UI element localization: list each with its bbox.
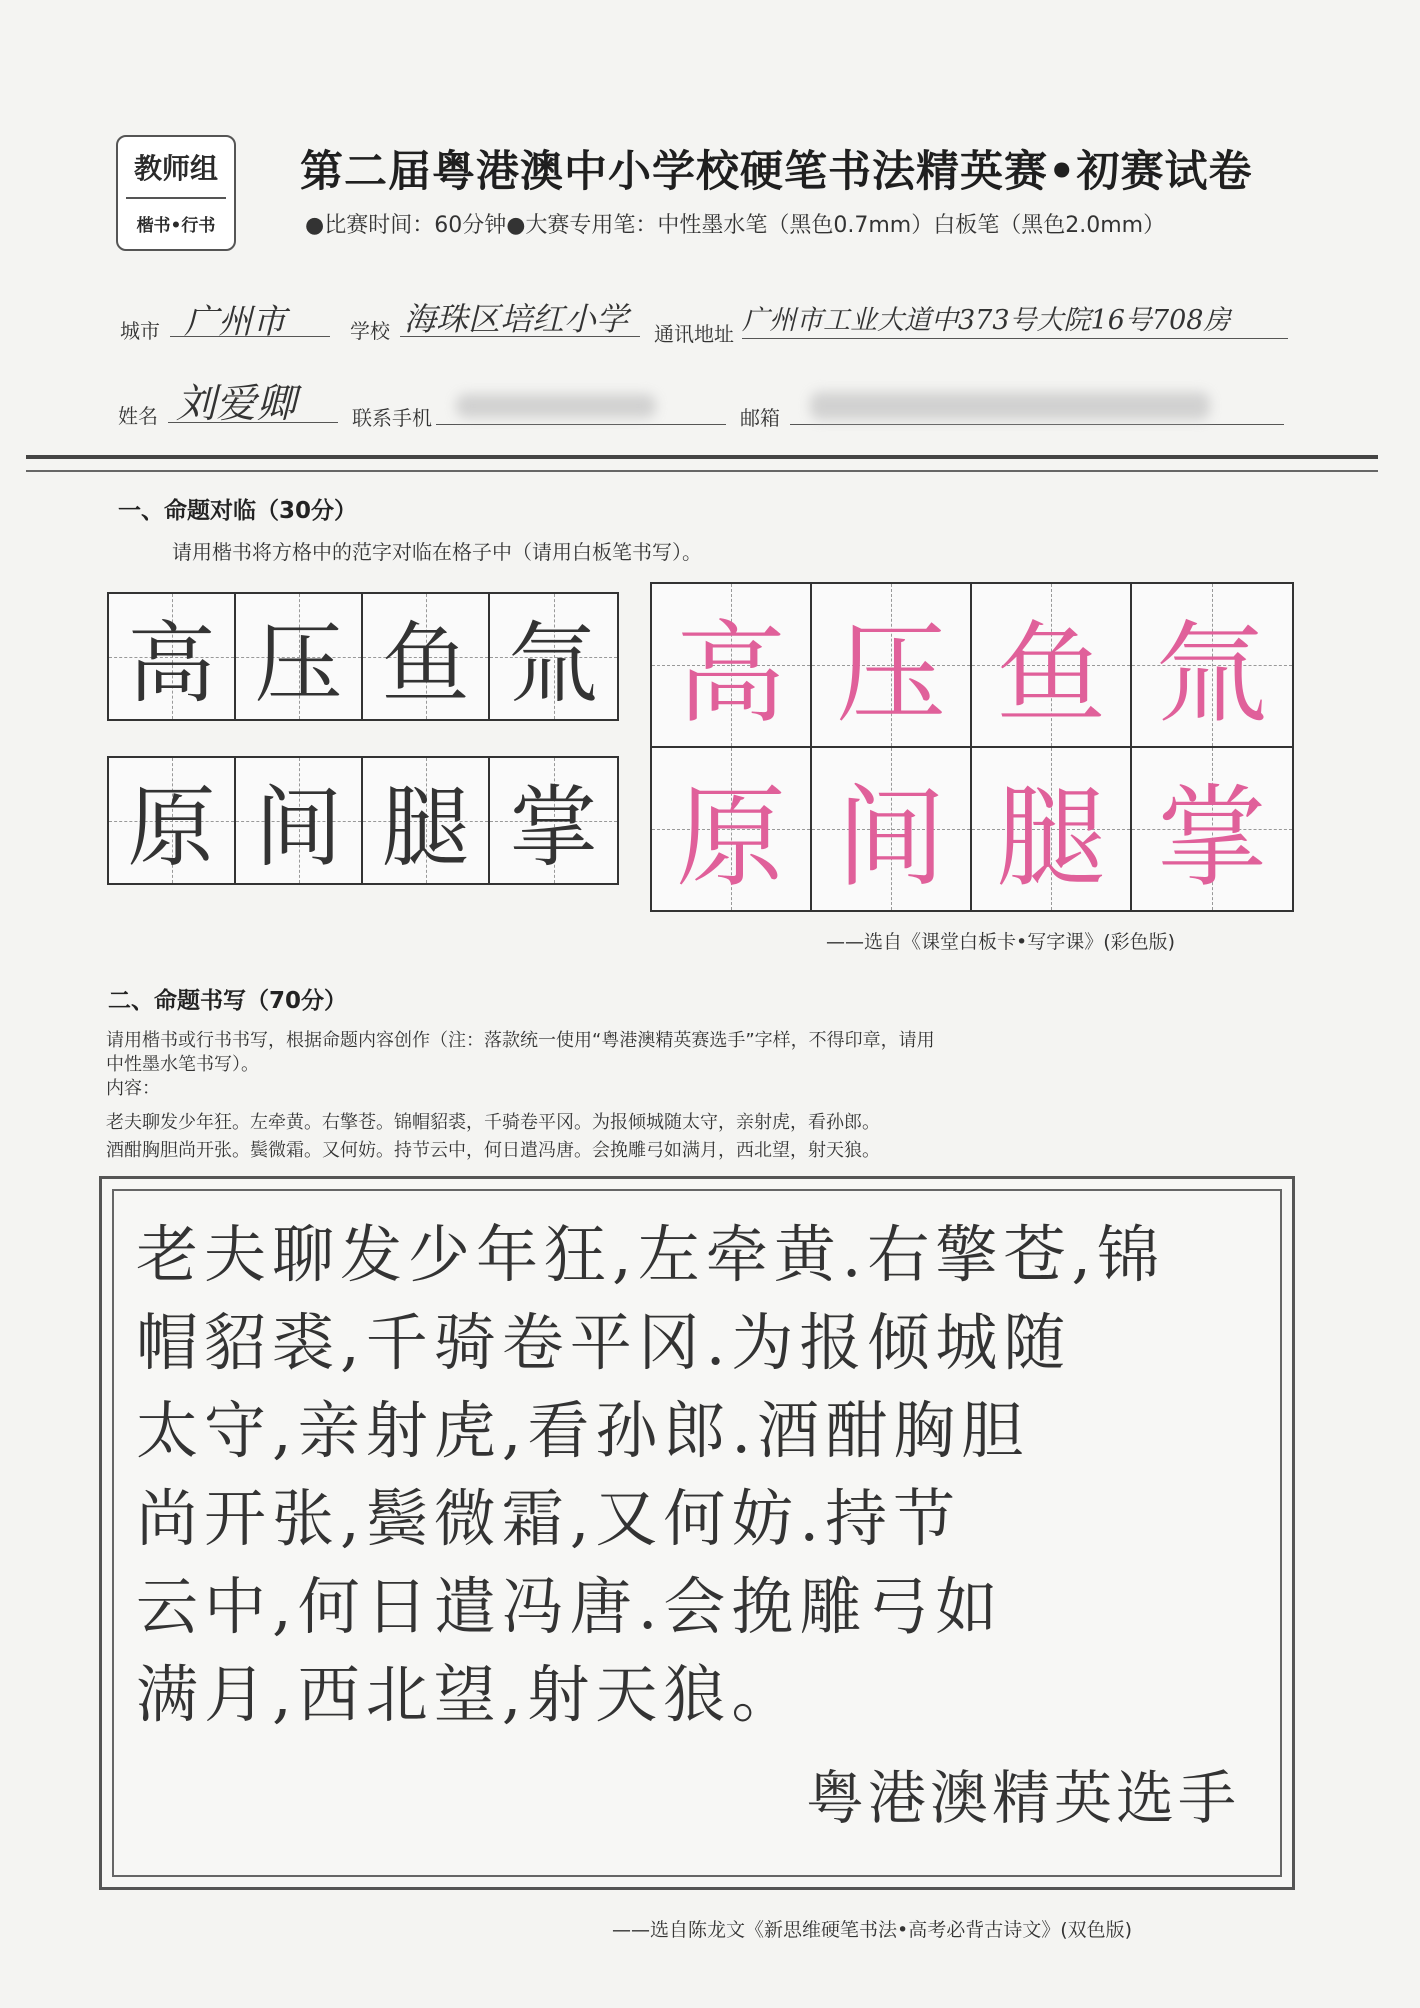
copy-cell[interactable] (1132, 584, 1292, 746)
written-line-2: 帽貂裘,千骑卷平冈.为报倾城随 (136, 1306, 1072, 1379)
page-title: 第二届粤港澳中小学校硬笔书法精英赛•初赛试卷 (300, 147, 1253, 197)
copy-cell[interactable] (812, 584, 972, 746)
name-label: 姓名 (118, 404, 158, 428)
copy-cell[interactable] (972, 584, 1132, 746)
copy-cell[interactable] (972, 748, 1132, 910)
writing-box[interactable] (99, 1176, 1295, 1890)
model-char: 鱼 (381, 611, 470, 715)
copy-char: 压 (836, 610, 946, 738)
model-char: 掌 (509, 775, 598, 879)
phone-redaction (456, 394, 656, 418)
copy-cell[interactable] (652, 748, 812, 910)
section1-instruction: 请用楷书将方格中的范字对临在格子中（请用白板笔书写）。 (172, 540, 702, 564)
model-cell (490, 758, 617, 883)
copy-char: 掌 (1157, 774, 1267, 902)
school-value: 海珠区培红小学 (404, 300, 629, 338)
model-char: 高 (127, 611, 216, 715)
badge-group-label: 教师组 (133, 152, 218, 185)
section2-source: ——选自陈龙文《新思维硬笔书法•高考必背古诗文》(双色版) (612, 1919, 1133, 1941)
exam-info: ●比赛时间：60分钟●大赛专用笔：中性墨水笔（黑色0.7mm）白板笔（黑色2.0mm） (305, 213, 1166, 238)
model-char: 氚 (509, 611, 598, 715)
address-value: 广州市工业大道中373号大院16号708房 (742, 305, 1231, 336)
model-cell (236, 594, 363, 719)
model-grid-row2 (107, 756, 619, 885)
model-cell (109, 758, 236, 883)
model-char: 腿 (381, 775, 470, 879)
written-line-4: 尚开张,鬓微霜,又何妨.持节 (136, 1482, 962, 1555)
copy-char: 高 (676, 610, 786, 738)
group-badge (116, 135, 236, 251)
name-field[interactable] (168, 378, 338, 427)
school-label: 学校 (350, 319, 390, 343)
city-value: 广州市 (184, 302, 286, 342)
name-value: 刘爱卿 (176, 381, 296, 427)
model-cell (236, 758, 363, 883)
copy-cell[interactable] (1132, 748, 1292, 910)
copy-char: 原 (676, 774, 786, 902)
badge-divider (126, 197, 226, 199)
signature: 粤港澳精英选手 (805, 1764, 1240, 1832)
model-cell (363, 594, 490, 719)
copy-cell[interactable] (652, 584, 812, 746)
model-cell (363, 758, 490, 883)
section1-source: ——选自《课堂白板卡•写字课》(彩色版) (826, 931, 1176, 953)
school-field[interactable] (400, 300, 640, 337)
copy-char: 间 (836, 774, 946, 902)
section2-instruction-2: 中性墨水笔书写）。 (106, 1054, 259, 1075)
content-line-2: 酒酣胸胆尚开张。鬓微霜。又何妨。持节云中，何日遣冯唐。会挽雕弓如满月，西北望，射天狼。 (106, 1140, 880, 1161)
writing-box-inner (112, 1189, 1282, 1877)
copy-char: 氚 (1157, 610, 1267, 738)
copy-cell[interactable] (812, 748, 972, 910)
copy-char: 腿 (996, 774, 1106, 902)
city-field[interactable] (170, 300, 330, 342)
written-line-3: 太守,亲射虎,看孙郎.酒酣胸胆 (136, 1394, 1030, 1467)
address-field[interactable] (742, 300, 1288, 339)
phone-label: 联系手机 (352, 406, 432, 430)
address-label: 通讯地址 (654, 322, 734, 346)
email-label: 邮箱 (740, 406, 780, 430)
model-cell (490, 594, 617, 719)
copy-char: 鱼 (996, 610, 1106, 738)
city-label: 城市 (120, 319, 160, 343)
email-field[interactable] (790, 390, 1284, 425)
content-line-1: 老夫聊发少年狂。左牵黄。右擎苍。锦帽貂裘，千骑卷平冈。为报倾城随太守，亲射虎，看孙郎。 (106, 1112, 880, 1133)
phone-field[interactable] (436, 390, 726, 425)
written-line-6: 满月,西北望,射天狼。 (136, 1658, 800, 1731)
header-divider-thin (26, 470, 1378, 472)
header-divider (26, 455, 1378, 459)
model-char: 原 (127, 775, 216, 879)
model-char: 间 (254, 775, 343, 879)
content-label: 内容： (106, 1078, 160, 1099)
section2-heading: 二、命题书写（70分） (108, 988, 348, 1014)
written-line-5: 云中,何日遣冯唐.会挽雕弓如 (136, 1570, 1004, 1643)
copy-grid[interactable] (650, 582, 1294, 912)
section2-instruction-1: 请用楷书或行书书写，根据命题内容创作（注：落款统一使用“粤港澳精英赛选手”字样，不得印章，请用 (106, 1030, 935, 1051)
model-grid-row1 (107, 592, 619, 721)
badge-script-label: 楷书•行书 (136, 215, 216, 236)
email-redaction (810, 392, 1210, 420)
model-char: 压 (254, 611, 343, 715)
model-cell (109, 594, 236, 719)
written-line-1: 老夫聊发少年狂,左牵黄.右擎苍,锦 (136, 1218, 1166, 1291)
section1-heading: 一、命题对临（30分） (118, 498, 358, 524)
